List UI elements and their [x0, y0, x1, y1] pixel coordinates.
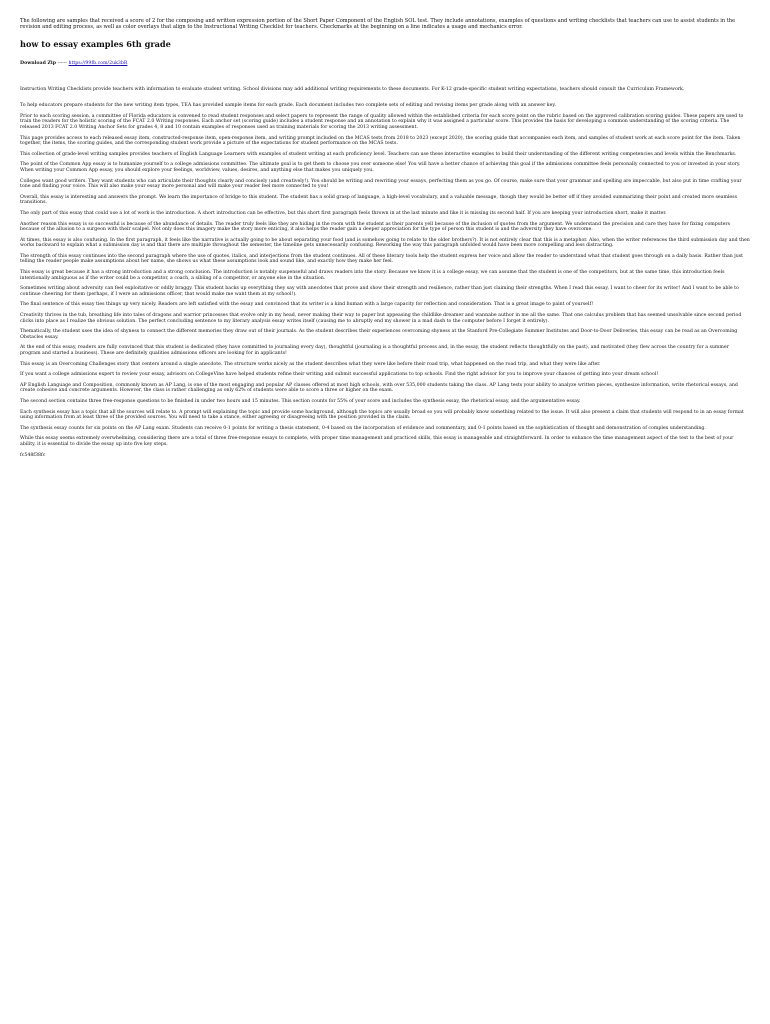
body-paragraph: Overall, this essay is interesting and answers the prompt. We learn the importance of bridge to this student. The student has a solid grasp of language, a high-level vocabulary, and a valuable message, though they would be better off if they avoided summarizing their point and created more seamless transitions. — [20, 194, 737, 206]
body-paragraph: This essay is an Overcoming Challenges story that centers around a single anecdote. The structure works nicely as the student describes what they were like before their road trip, what happened on the road trip, and what they were like after. — [20, 361, 601, 367]
body-paragraph: Prior to each scoring session, a committee of Florida educators is convened to read student responses and select papers to represent the range of quality allowed within the established criteria for each score point on the rubric based on the approved calibration scoring guides. These papers are used to train the readers for the holistic scoring of the FCAT 2.0 Writing responses. Each anchor set (scoring guide) includes a student response and an annotation to explain why it was assigned a particular score. This provides the basis for developing a common understanding of the scoring criteria. The released 2013 FCAT 2.0 Writing Anchor Sets for grades 4, 8 and 10 contain examples of responses used as training materials for scoring the 2013 writing assessment. — [20, 113, 744, 130]
body-paragraph: Sometimes writing about adversity can feel exploitative or oddly braggy. This student backs up everything they say with anecdotes that prove and show their strength and resilience, rather than just claiming their strengths. When I read this essay, I want to cheer for its writer! And I want to be able to continue cheering for them (perhaps, if I were an admissions officer, that would make me want them at my school!). — [20, 286, 739, 297]
body-paragraph: Each synthesis essay has a topic that all the sources will relate to. A prompt will explaining the topic and provide some background, although the topics are usually broad so you will probably know something related to the issue. It will also present a claim that students will respond to in an essay format using information from at least three of the provided sources. You will need to take a stance, either agreeing or disagreeing with the position provided in the claim. — [20, 409, 744, 421]
footer-code: fc548f38fc — [20, 452, 46, 458]
body-paragraph: This collection of grade-level writing samples provides teachers of English Language Learners with examples of student writing at each proficiency level. Teachers can use these interactive examples to build their understanding of the different writing competencies and levels within the Benchmarks. — [20, 151, 737, 157]
body-paragraph: Creativity thrives in the tub, breathing life into tales of dragons and warrior princesses that evolve only in my head, never making their way to paper but appeasing the childlike dreamer and wannabe author in me all the same. That one calculus problem that has seemed unsolvable since second period clicks into place as I realize the obvious solution. The perfect concluding sentence to my literary analysis essay writes itself (causing me to abruptly end my shower in a mad dash to the computer before I forget it entirely). — [20, 313, 742, 324]
intro-paragraph: The following are samples that received a score of 2 for the composing and written expression portion of the Short Paper Component of the English SOL test. They include annotations, examples of questions and writing checklists that teachers can use to assist students in the revision and editing process, as well as color overlays that align to the Instructional Writing Checklist for teachers. Checkmarks at the beginning on a line indicates a usage and mechanics error. — [20, 18, 736, 31]
page-title: how to essay examples 6th grade — [20, 38, 171, 49]
body-paragraph: To help educators prepare students for the new writing item types, TEA has provided sample items for each grade. Each document includes two complete sets of editing and revising items per grade along with an answer key. — [20, 103, 556, 109]
body-paragraph: Thematically, the student uses the idea of shyness to connect the different memories they draw out of their journals. As the student describes their experiences overcoming shyness at the Stanford Pre-Collegiate Summer Institutes and Door-to-Door Deliveries, this essay can be read as an Overcoming Obstacles essay. — [20, 329, 738, 340]
body-paragraph: While this essay seems extremely overwhelming, considering there are a total of three free-response essays to complete, with proper time management and practiced skills, this essay is manageable and straightforward. In order to enhance the time management aspect of the test to the best of your ability, it is essential to divide the essay up into five key steps. — [20, 436, 734, 447]
body-paragraph: At times, this essay is also confusing. In the first paragraph, it feels like the narrative is actually going to be about separating your food (and is somehow going to relate to the older brothers?). It is not entirely clear that this is a metaphor. Also, when the writer references the third submission day and then works backward to explain what a submission day is and that there are multiple throughout the semester, the timeline gets unnecessarily confusing. Reworking the way this paragraph unfolded would have been more compelling and less distracting. — [20, 237, 750, 249]
body-paragraph: If you want a college admissions expert to review your essay, advisors on CollegeVine have helped students refine their writing and submit successful applications to top schools. Find the right advisor for you to improve your chances of getting into your dream school! — [20, 372, 659, 378]
download-label: Download Zip — [20, 60, 56, 66]
body-paragraph: The only part of this essay that could use a lot of work is the introduction. A short introduction can be effective, but this short first paragraph feels thrown in at the last minute and like it is missing its second half. If you are keeping your introduction short, make it matter. — [20, 210, 667, 216]
download-link[interactable]: https://99fb.com/2uk3bR — [68, 60, 128, 66]
download-line — [20, 61, 750, 67]
body-paragraph: Colleges want good writers. They want students who can articulate their thoughts clearly and concisely (and creatively!). You should be writing and rewriting your essays, perfecting them as you go. Of course, make sure that your grammar and spelling are impeccable, but also put in time crafting your tone and finding your voice. This will also make your essay more personal and will make your reader feel more connected to you! — [20, 178, 742, 190]
body-paragraph: The point of the Common App essay is to humanize yourself to a college admissions committee. The ultimate goal is to get them to choose you over someone else! You will have a better chance of achieving this goal if the admissions committee feels personally connected to you or invested in your story. When writing your Common App essay, you should explore your feelings, worldview, values, desires, and anything else that makes you uniquely you. — [20, 162, 741, 173]
body-paragraph: The strength of this essay continues into the second paragraph where the use of quotes, italics, and interjections from the student continues. All of these literary tools help the student express her voice and allow the reader to understand what that student goes through on a daily basis. Rather than just telling the reader people make assumptions about her name, she shows us what these assumptions look and sound like, and exactly how they make her feel. — [20, 253, 744, 265]
article-body — [20, 87, 750, 448]
body-paragraph: Instruction Writing Checklists provide teachers with information to evaluate student writing. School divisions may add additional writing requirements to these documents. For K-12 grade-specific student writing expectations, teachers should consult the Curriculum Framework. — [20, 86, 685, 92]
body-paragraph: The final sentence of this essay ties things up very nicely. Readers are left satisfied with the essay and convinced that its writer is a kind human with a large capacity for reflection and consideration. That is a great image to paint of yourself! — [20, 302, 594, 308]
body-paragraph: Another reason this essay is so successful is because of the abundance of details. The reader truly feels like they are hiding in the room with the student as their parents yell because of the inclusion of quotes from the argument. We understand the precision and care they have for fixing computers because of the allusion to a surgeon with their scalpel. Not only does this imagery make the story more enticing, it also helps the reader gain a deeper appreciation for the type of person this student is and the adversity they have overcome. — [20, 221, 731, 233]
body-paragraph: AP English Language and Composition, commonly known as AP Lang, is one of the most engaging and popular AP classes offered at most high schools, with over 535,000 students taking the class. AP Lang tests your ability to analyze written pieces, synthesize information, write rhetorical essays, and create cohesive and concrete arguments. However, the class is rather challenging as only 62% of students were able to score a three or higher on the exam. — [20, 382, 738, 394]
body-paragraph: The second section contains three free-response questions to be finished in under two hours and 15 minutes. This section counts for 55% of your score and includes the synthesis essay, the rhetorical essay, and the argumentative essay. — [20, 398, 581, 404]
body-paragraph: This page provides access to each released essay item, constructed-response item, open-response item, and writing prompt included on the MCAS tests from 2018 to 2023 (except 2020), the scoring guide that accompanies each item, and samples of student work at each score point for the item. Taken together, the items, the scoring guides, and the corresponding student work provide a picture of the expectations for student performance on the MCAS tests. — [20, 135, 741, 147]
download-arrows: ------ — [57, 60, 67, 66]
body-paragraph: At the end of this essay, readers are fully convinced that this student is dedicated (they have committed to journaling every day), thoughtful (journaling is a thoughtful process and, in the essay, the student reflects thoughtfully on the past), and motivated (they flew across the country for a summer program and started a business). These are definitely qualities admissions officers are looking for in applicants! — [20, 345, 729, 356]
body-paragraph: The synthesis essay counts for six points on the AP Lang exam. Students can receive 0-1 points for writing a thesis statement, 0-4 based on the incorporation of evidence and commentary, and 0-1 points based on the sophistication of thought and demonstration of complex understanding. — [20, 425, 706, 431]
body-paragraph: This essay is great because it has a strong introduction and a strong conclusion. The introduction is notably suspenseful and draws readers into the story. Because we know it is a college essay, we can assume that the student is one of the competitors, but at the same time, this introduction feels intentionally ambiguous as if the writer could be a competitor, a coach, a sibling of a competitor, or anyone else in the situation. — [20, 270, 725, 281]
